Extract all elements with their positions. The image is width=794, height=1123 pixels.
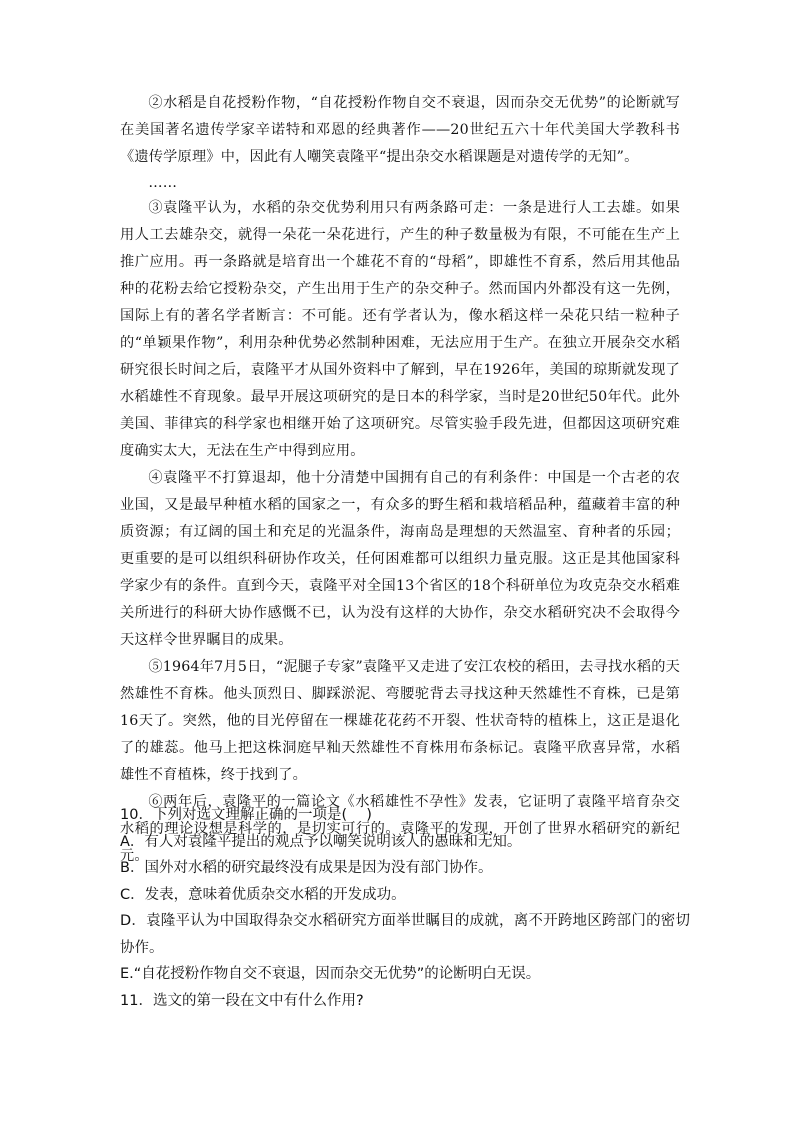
question-10-option-b: B．国外对水稻的研究最终没有成果是因为没有部门协作。 (120, 860, 493, 876)
questions-section (120, 802, 690, 1014)
paragraph-6: ⑥两年后，袁隆平的一篇论文《水稻雄性不孕性》发表，它证明了袁隆平培育杂交水稻的理论设想是科学的，是切实可行的。袁隆平的发现，开创了世界水稻研究的新纪元。 (120, 794, 680, 864)
question-10-option-c: C．发表，意味着优质杂交水稻的开发成功。 (120, 886, 406, 903)
paragraph-5: ⑤1964年7月5日，“泥腿子专家”袁隆平又走进了安江农校的稻田，去寻找水稻的天然雄性不育株。他头顶烈日、脚踩淤泥、弯腰驼背去寻找这种天然雄性不育株，已是第16天了。突然，他的目光停留在一棵雄花花药不开裂、性状奇特的植株上，这正是退化了的雄蕊。他马上把这株洞庭早籼天然雄性不育株用布条标记。袁隆平欣喜异常，水稻雄性不育植株，终于找到了。 (120, 659, 680, 783)
reading-passage (120, 90, 680, 870)
question-10: 10．下列对选文理解正确的一项是( ) (120, 807, 372, 823)
paragraph-4: ④袁隆平不打算退却，他十分清楚中国拥有自己的有利条件：中国是一个古老的农业国，又是最早种植水稻的国家之一，有众多的野生稻和栽培稻品种，蕴藏着丰富的种质资源；有辽阔的国土和充足的光温条件，海南岛是理想的天然温室、育种者的乐园；更重要的是可以组织科研协作攻关，任何困难都可以组织力量克服。这正是其他国家科学家少有的条件。直到今天，袁隆平对全国13个省区的18个科研单位为攻克杂交水稻难关所进行的科研大协作感慨不已，认为没有这样的大协作，杂交水稻研究决不会取得今天这样令世界瞩目的成果。 (120, 470, 680, 648)
question-10-option-d: D．袁隆平认为中国取得杂交水稻研究方面举世瞩目的成就，离不开跨地区跨部门的密切协作。 (120, 913, 690, 956)
paragraph-3: ③袁隆平认为，水稻的杂交优势利用只有两条路可走：一条是进行人工去雄。如果用人工去雄杂交，就得一朵花一朵花进行，产生的种子数量极为有限，不可能在生产上推广应用。再一条路就是培育出一个雄花不育的“母稻”，即雄性不育系，然后用其他品种的花粉去给它授粉杂交，产生出用于生产的杂交种子。然而国内外都没有这一先例，国际上有的著名学者断言：不可能。还有学者认为，像水稻这样一朵花只结一粒种子的“单颖果作物”，利用杂种优势必然制种困难，无法应用于生产。在独立开展杂交水稻研究很长时间之后，袁隆平才从国外资料中了解到，早在1926年，美国的琼斯就发现了水稻雄性不育现象。最早开展这项研究的是日本的科学家，当时是20世纪50年代。此外美国、菲律宾的科学家也相继开始了这项研究。尽管实验手段先进，但都因这项研究难度确实太大，无法在生产中得到应用。 (120, 200, 680, 459)
question-10-option-e: E.“自花授粉作物自交不衰退，因而杂交无优势”的论断明白无误。 (120, 966, 541, 982)
question-11: 11．选文的第一段在文中有什么作用? (120, 992, 364, 1009)
question-10-option-a: A．有人对袁隆平提出的观点予以嘲笑说明该人的愚昧和无知。 (120, 833, 522, 850)
paragraph-2: ②水稻是自花授粉作物，“自花授粉作物自交不衰退，因而杂交无优势”的论断就写在美国著名遗传学家辛诺特和邓恩的经典著作——20世纪五六十年代美国大学教科书《遗传学原理》中，因此有人嘲笑袁隆平“提出杂交水稻课题是对遗传学的无知”。 (120, 95, 680, 165)
ellipsis: …… (148, 175, 178, 191)
